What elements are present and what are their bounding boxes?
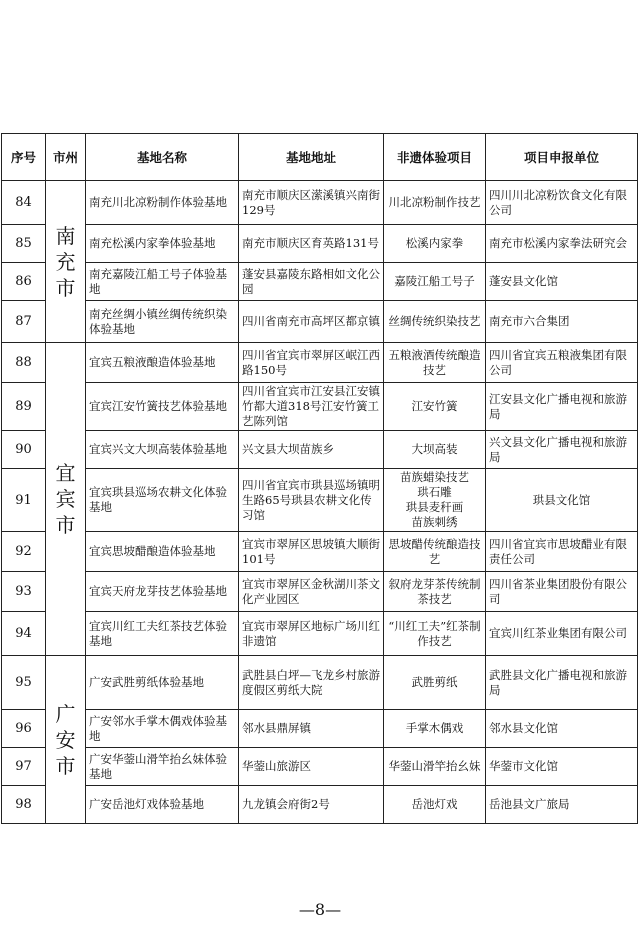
applicant-unit: 四川川北凉粉饮食文化有限公司 [486,181,638,225]
applicant-unit: 南充市六合集团 [486,301,638,343]
base-name: 南充丝绸小镇丝绸传统织染体验基地 [86,301,239,343]
row-number: 95 [2,656,46,710]
experience-item: 丝绸传统织染技艺 [384,301,486,343]
base-address: 四川省宜宾市珙县巡场镇明生路65号珙县农耕文化传习馆 [239,469,384,532]
row-number: 86 [2,263,46,301]
experience-item: 思坡醋传统酿造技艺 [384,532,486,572]
city-cell-yibin [46,343,86,656]
table-row [2,748,638,786]
base-name: 宜宾川红工夫红茶技艺体验基地 [86,612,239,656]
applicant-unit: 兴文县文化广播电视和旅游局 [486,431,638,469]
applicant-unit: 四川省茶业集团股份有限公司 [486,572,638,612]
page-number: —8— [298,900,342,919]
header-base-name: 基地名称 [86,134,239,181]
experience-item: 华蓥山滑竿抬幺妹 [384,748,486,786]
base-name: 宜宾江安竹簧技艺体验基地 [86,383,239,431]
row-number: 88 [2,343,46,383]
applicant-unit: 蓬安县文化馆 [486,263,638,301]
experience-item: 手掌木偶戏 [384,710,486,748]
row-number: 89 [2,383,46,431]
applicant-unit: 四川省宜宾市思坡醋业有限责任公司 [486,532,638,572]
experience-item: 江安竹簧 [384,383,486,431]
row-number: 90 [2,431,46,469]
base-name: 广安邻水手掌木偶戏体验基地 [86,710,239,748]
row-number: 96 [2,710,46,748]
base-name: 宜宾五粮液酿造体验基地 [86,343,239,383]
base-name: 广安岳池灯戏体验基地 [86,786,239,824]
table-row [2,469,638,532]
table-row [2,572,638,612]
row-number: 87 [2,301,46,343]
city-cell-nanchong [46,181,86,343]
base-name: 广安武胜剪纸体验基地 [86,656,239,710]
row-number: 97 [2,748,46,786]
applicant-unit: 宜宾川红茶业集团有限公司 [486,612,638,656]
base-address: 武胜县白坪—飞龙乡村旅游度假区剪纸大院 [239,656,384,710]
experience-item: 大坝高装 [384,431,486,469]
row-number: 85 [2,225,46,263]
experience-item: “川红工夫”红茶制作技艺 [384,612,486,656]
table-row [2,225,638,263]
heritage-base-table [1,133,638,824]
base-address: 九龙镇会府街2号 [239,786,384,824]
table-row [2,532,638,572]
base-address: 南充市顺庆区育英路131号 [239,225,384,263]
table-row [2,612,638,656]
table-row [2,343,638,383]
base-address: 宜宾市翠屏区地标广场川红非遗馆 [239,612,384,656]
row-number: 84 [2,181,46,225]
base-name: 宜宾珙县巡场农耕文化体验基地 [86,469,239,532]
applicant-unit: 岳池县文广旅局 [486,786,638,824]
experience-item: 叙府龙芽茶传统制茶技艺 [384,572,486,612]
header-applicant-unit: 项目申报单位 [486,134,638,181]
base-address: 兴文县大坝苗族乡 [239,431,384,469]
city-name: 宜宾市 [55,461,76,537]
header-city: 市州 [46,134,86,181]
base-address: 四川省宜宾市江安县江安镇竹都大道318号江安竹簧工艺陈列馆 [239,383,384,431]
experience-item: 五粮液酒传统酿造技艺 [384,343,486,383]
base-address: 四川省南充市高坪区都京镇 [239,301,384,343]
applicant-unit: 邻水县文化馆 [486,710,638,748]
header-seq: 序号 [2,134,46,181]
experience-item: 武胜剪纸 [384,656,486,710]
applicant-unit: 华蓥市文化馆 [486,748,638,786]
applicant-unit: 珙县文化馆 [486,469,638,532]
base-address: 邻水县鼎屏镇 [239,710,384,748]
row-number: 94 [2,612,46,656]
base-address: 四川省宜宾市翠屏区岷江西路150号 [239,343,384,383]
applicant-unit: 武胜县文化广播电视和旅游局 [486,656,638,710]
base-name: 宜宾天府龙芽技艺体验基地 [86,572,239,612]
city-name: 南充市 [55,223,76,300]
base-name: 南充松溪内家拳体验基地 [86,225,239,263]
experience-item: 川北凉粉制作技艺 [384,181,486,225]
applicant-unit: 四川省宜宾五粮液集团有限公司 [486,343,638,383]
base-name: 宜宾思坡醋酿造体验基地 [86,532,239,572]
experience-item: 松溪内家拳 [384,225,486,263]
table-row [2,431,638,469]
header-experience-item: 非遗体验项目 [384,134,486,181]
base-address: 南充市顺庆区潆溪镇兴南街129号 [239,181,384,225]
base-address: 蓬安县嘉陵东路相如文化公园 [239,263,384,301]
experience-item: 苗族蜡染技艺 珙石雕 珙县麦秆画 苗族刺绣 [384,469,486,532]
row-number: 93 [2,572,46,612]
base-address: 华蓥山旅游区 [239,748,384,786]
base-address: 宜宾市翠屏区思坡镇大顺街101号 [239,532,384,572]
row-number: 92 [2,532,46,572]
applicant-unit: 江安县文化广播电视和旅游局 [486,383,638,431]
row-number: 98 [2,786,46,824]
applicant-unit: 南充市松溪内家拳法研究会 [486,225,638,263]
table-row [2,786,638,824]
base-name: 南充川北凉粉制作体验基地 [86,181,239,225]
table-row [2,383,638,431]
table-row [2,710,638,748]
row-number: 91 [2,469,46,532]
header-base-address: 基地地址 [239,134,384,181]
city-cell-guangan [46,656,86,824]
base-name: 宜宾兴文大坝高装体验基地 [86,431,239,469]
table-row [2,263,638,301]
experience-item: 岳池灯戏 [384,786,486,824]
table-header-row [2,134,638,181]
table-row [2,181,638,225]
experience-item: 嘉陵江船工号子 [384,263,486,301]
base-name: 广安华蓥山滑竿抬幺妹体验基地 [86,748,239,786]
table-row [2,656,638,710]
base-name: 南充嘉陵江船工号子体验基地 [86,263,239,301]
base-address: 宜宾市翠屏区金秋湖川茶文化产业园区 [239,572,384,612]
table-row [2,301,638,343]
city-name: 广安市 [55,701,76,778]
